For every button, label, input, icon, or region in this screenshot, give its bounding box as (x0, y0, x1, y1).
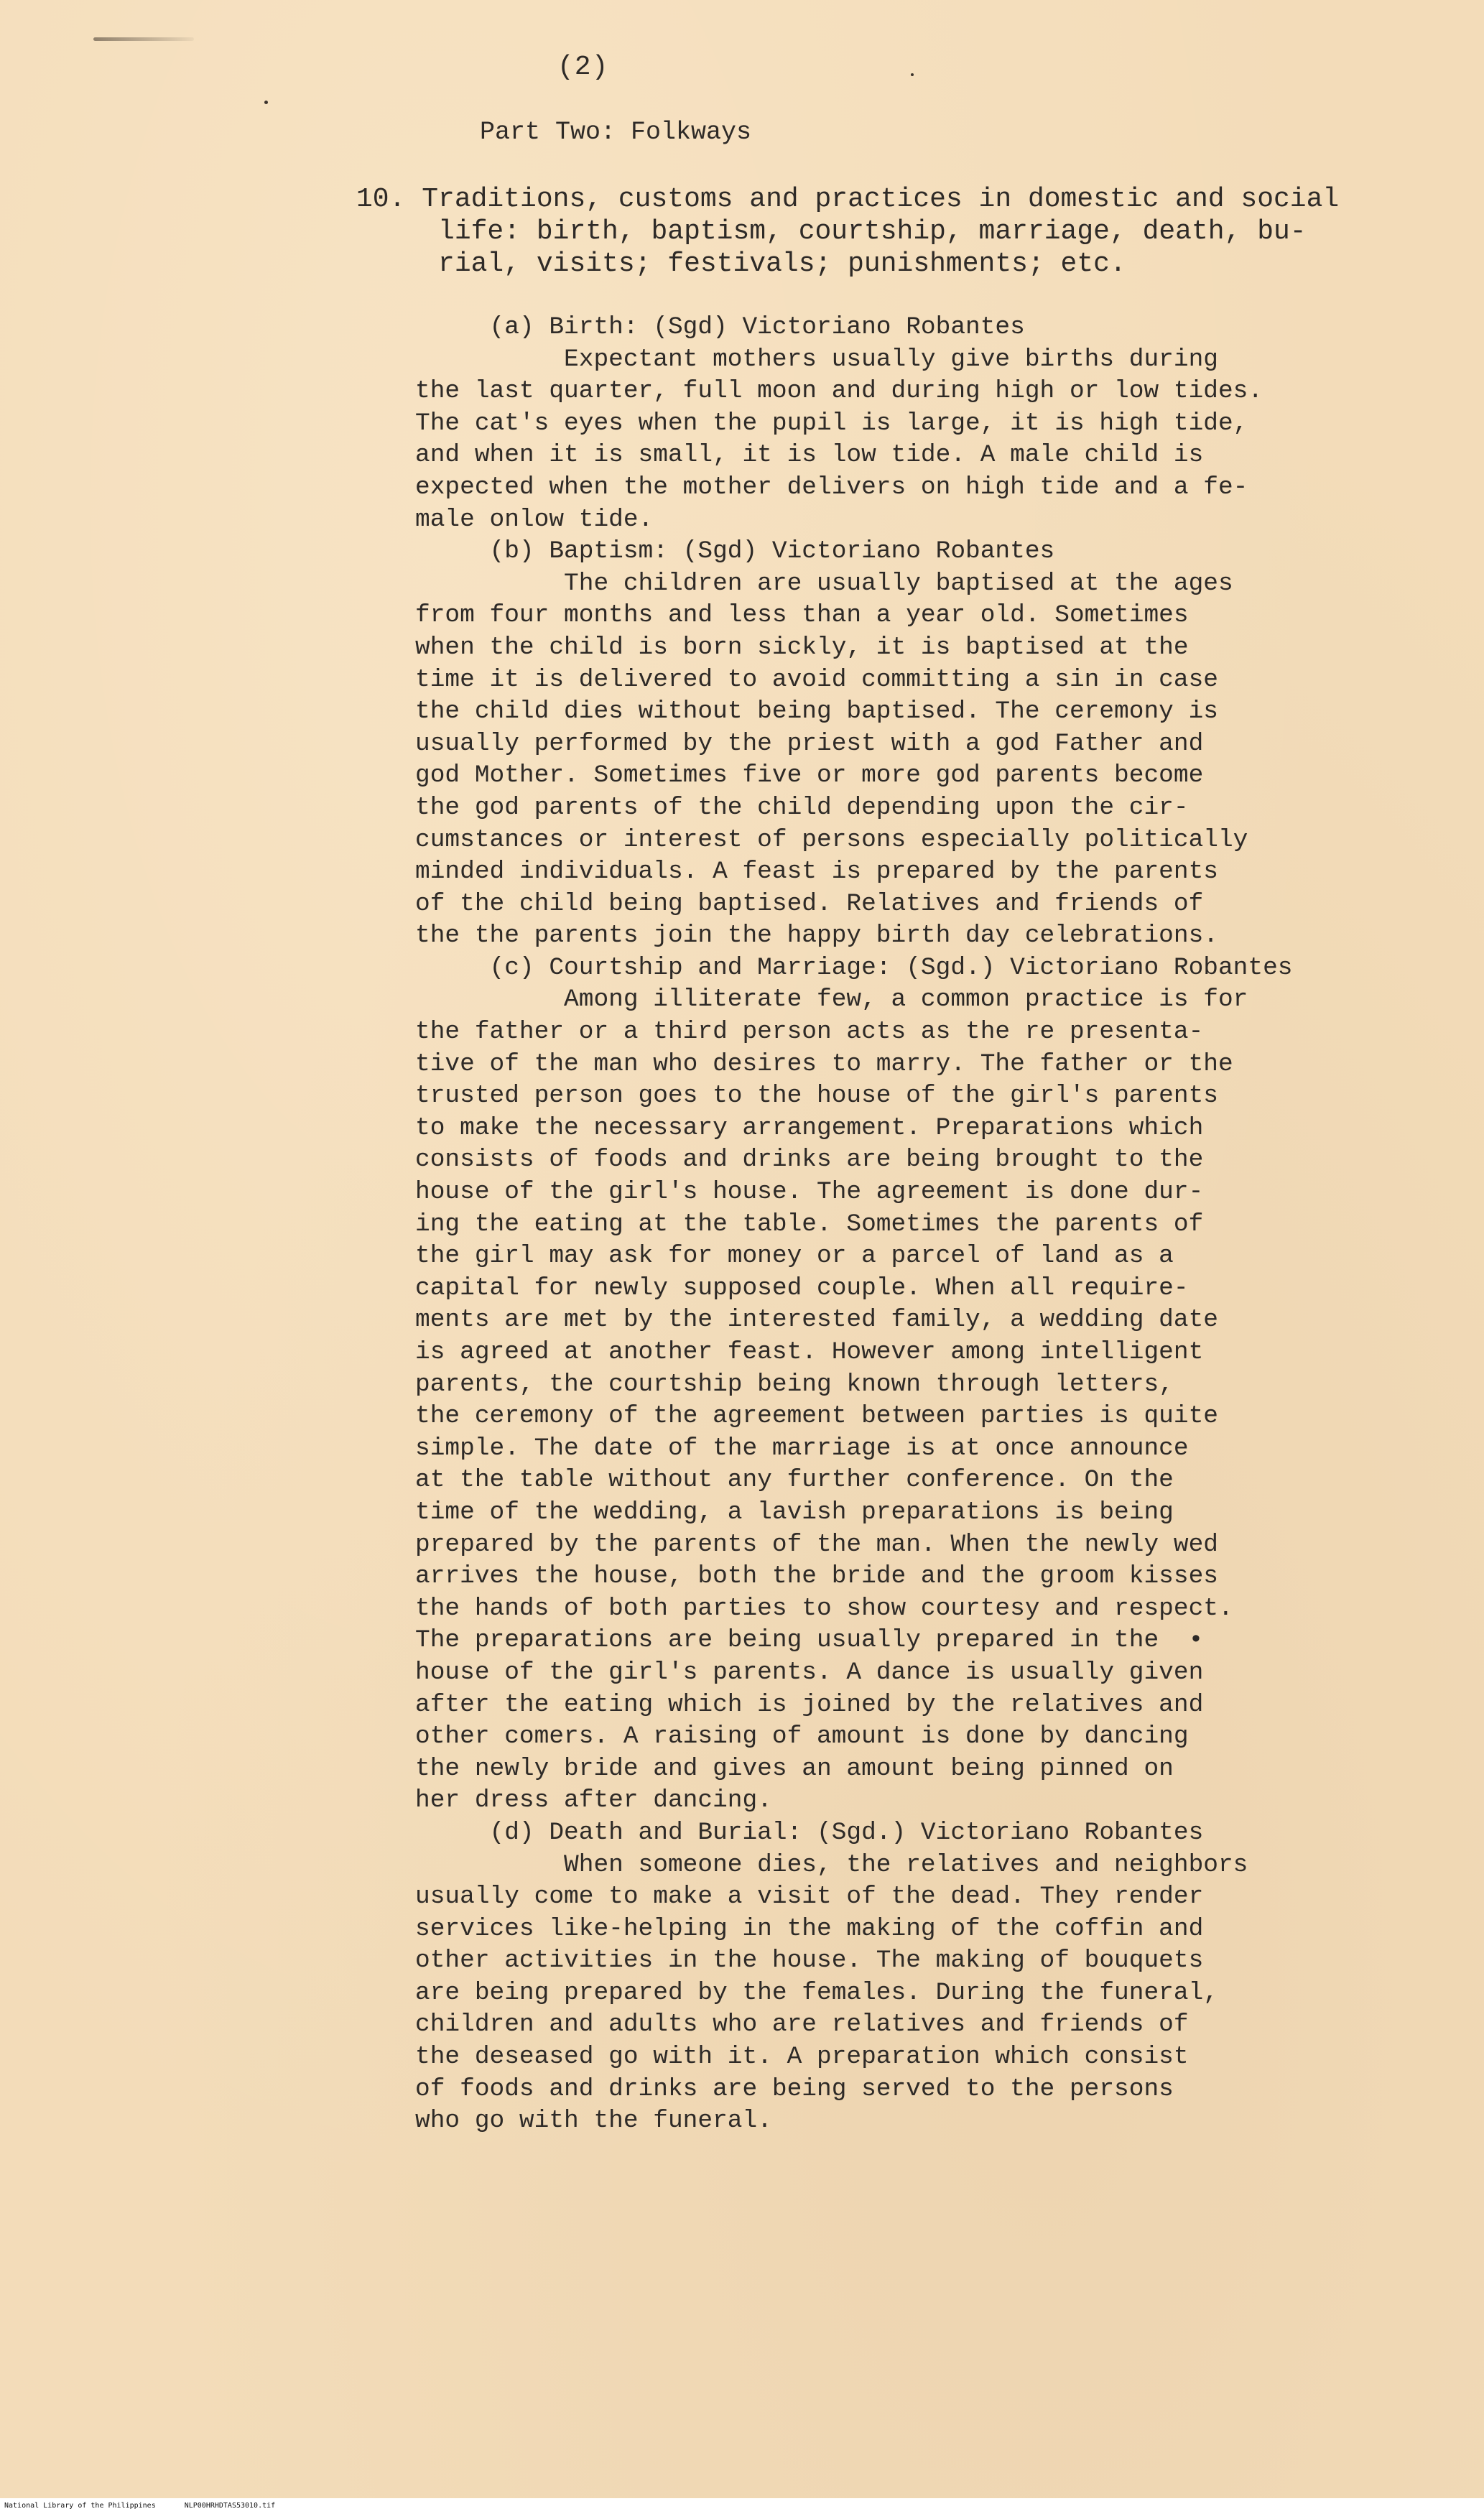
body-line: The cat's eyes when the pupil is large, it is high tide, (415, 409, 1248, 437)
body-line: Among illiterate few, a common practice is for (415, 985, 1248, 1014)
body-line: When someone dies, the relatives and neighbors (415, 1850, 1248, 1879)
body-line: expected when the mother delivers on high tide and a fe- (415, 473, 1248, 501)
document-body (415, 312, 1406, 2138)
body-line: of foods and drinks are being served to the persons (415, 2074, 1174, 2103)
body-line: (b) Baptism: (Sgd) Victoriano Robantes (415, 537, 1055, 566)
item-heading (356, 183, 1362, 280)
body-line: are being prepared by the females. During the funeral, (415, 1978, 1218, 2007)
ink-speck (264, 101, 268, 104)
body-line: at the table without any further conference. On the (415, 1466, 1174, 1495)
body-line: minded individuals. A feast is prepared by the parents (415, 858, 1218, 886)
body-line: and when it is small, it is low tide. A male child is (415, 441, 1204, 470)
ink-speck (911, 73, 914, 76)
body-line: the last quarter, full moon and during high or low tides. (415, 377, 1263, 406)
body-line: house of the girl's house. The agreement is done dur- (415, 1178, 1204, 1207)
edge-smudge (93, 37, 194, 41)
body-line: after the eating which is joined by the relatives and (415, 1690, 1204, 1719)
body-line: prepared by the parents of the man. When the newly wed (415, 1530, 1218, 1559)
body-line: of the child being baptised. Relatives and friends of (415, 889, 1204, 918)
body-line: capital for newly supposed couple. When all require- (415, 1274, 1189, 1302)
body-line: the girl may ask for money or a parcel of land as a (415, 1242, 1174, 1271)
body-line: other comers. A raising of amount is done by dancing (415, 1722, 1189, 1751)
body-line: who go with the funeral. (415, 2107, 772, 2135)
body-line: ments are met by the interested family, a wedding date (415, 1306, 1218, 1335)
page-number: (2) (557, 52, 609, 83)
heading-line: life: birth, baptism, courtship, marriage, death, bu- (356, 216, 1307, 247)
body-line: time it is delivered to avoid committing a sin in case (415, 665, 1218, 694)
body-line: the father or a third person acts as the re presenta- (415, 1018, 1204, 1047)
body-line: from four months and less than a year old. Sometimes (415, 601, 1189, 630)
body-line: arrives the house, both the bride and the groom kisses (415, 1562, 1218, 1591)
body-line: her dress after dancing. (415, 1786, 772, 1815)
body-line: children and adults who are relatives and friends of (415, 2010, 1189, 2039)
part-title: Part Two: Folkways (480, 118, 752, 147)
body-line: when the child is born sickly, it is baptised at the (415, 633, 1189, 662)
body-line: (d) Death and Burial: (Sgd.) Victoriano Robantes (415, 1818, 1204, 1847)
body-line: is agreed at another feast. However among intelligent (415, 1338, 1204, 1366)
body-line: the newly bride and gives an amount being pinned on (415, 1754, 1174, 1783)
body-line: The children are usually baptised at the ages (415, 569, 1233, 598)
body-line: trusted person goes to the house of the girl's parents (415, 1082, 1218, 1110)
body-line: parents, the courtship being known through letters, (415, 1370, 1174, 1399)
body-line: ing the eating at the table. Sometimes the parents of (415, 1210, 1204, 1238)
body-line: Expectant mothers usually give births during (415, 345, 1218, 374)
body-line: (a) Birth: (Sgd) Victoriano Robantes (415, 313, 1025, 341)
body-line: simple. The date of the marriage is at once announce (415, 1434, 1189, 1462)
body-line: (c) Courtship and Marriage: (Sgd.) Victoriano Robantes (415, 953, 1293, 982)
body-line: usually come to make a visit of the dead. They render (415, 1883, 1204, 1911)
heading-line: 10. Traditions, customs and practices in domestic and social (356, 184, 1340, 215)
body-line: the god parents of the child depending upon the cir- (415, 793, 1189, 822)
body-line: god Mother. Sometimes five or more god parents become (415, 761, 1204, 790)
body-line: the the parents join the happy birth day celebrations. (415, 922, 1218, 950)
scan-footer (0, 2498, 1484, 2514)
body-line: other activities in the house. The making of bouquets (415, 1947, 1204, 1975)
body-line: consists of foods and drinks are being brought to the (415, 1146, 1204, 1174)
body-line: the ceremony of the agreement between parties is quite (415, 1402, 1218, 1431)
body-line: The preparations are being usually prepared in the • (415, 1626, 1204, 1655)
body-line: tive of the man who desires to marry. The father or the (415, 1049, 1233, 1078)
library-credit: National Library of the Philippines (4, 2502, 156, 2510)
body-line: the hands of both parties to show courtesy and respect. (415, 1594, 1233, 1623)
body-line: the deseased go with it. A preparation which consist (415, 2043, 1189, 2072)
body-line: time of the wedding, a lavish preparations is being (415, 1498, 1174, 1526)
body-line: to make the necessary arrangement. Preparations which (415, 1113, 1204, 1142)
body-line: the child dies without being baptised. The ceremony is (415, 697, 1218, 726)
body-line: male onlow tide. (415, 505, 654, 534)
body-line: cumstances or interest of persons especially politically (415, 825, 1248, 854)
body-line: house of the girl's parents. A dance is usually given (415, 1658, 1204, 1687)
body-line: services like-helping in the making of the coffin and (415, 1914, 1204, 1943)
scan-filename: NLP00HRHDTAS53010.tif (184, 2502, 276, 2510)
heading-line: rial, visits; festivals; punishments; etc. (356, 249, 1126, 279)
body-line: usually performed by the priest with a god Father and (415, 729, 1204, 758)
